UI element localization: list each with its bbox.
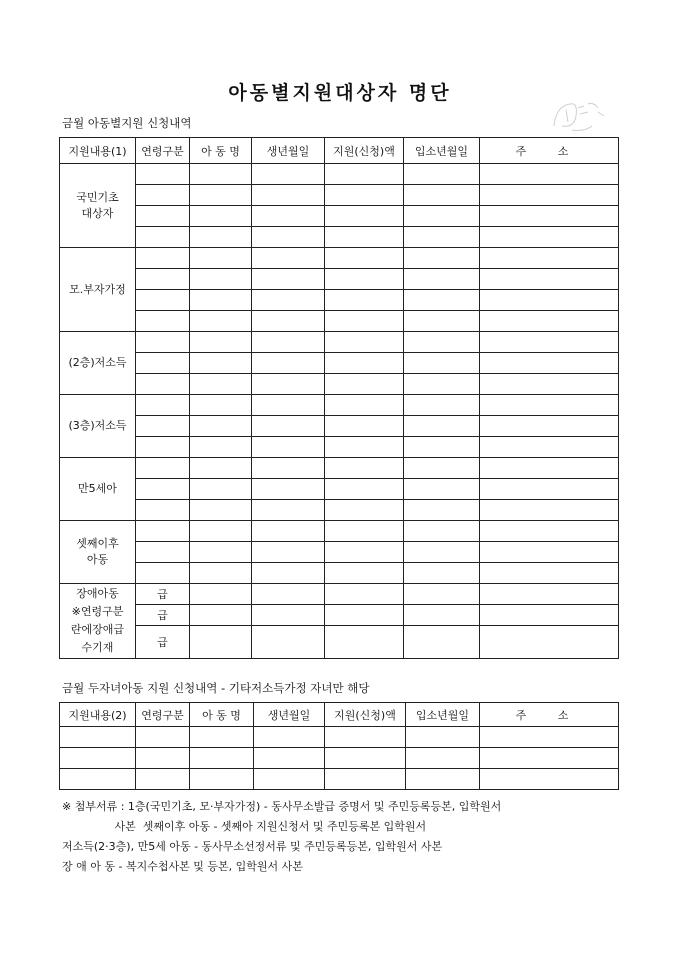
entry-cell[interactable]	[252, 542, 325, 563]
entry-cell[interactable]	[136, 500, 190, 521]
entry-cell[interactable]	[480, 248, 619, 269]
entry-cell[interactable]	[136, 353, 190, 374]
entry-cell[interactable]	[325, 311, 404, 332]
entry-cell[interactable]	[480, 500, 619, 521]
table-row	[60, 206, 619, 227]
entry-cell[interactable]	[480, 584, 619, 605]
note-line: 사본 셋째이후 아동 - 셋째아 지원신청서 및 주민등록본 입학원서	[62, 820, 427, 833]
entry-cell[interactable]	[252, 479, 325, 500]
header-support-content: 지원내용(2)	[60, 703, 136, 727]
section2-label: 금월 두자녀아동 지원 신청내역 - 기타저소득가정 자녀만 해당	[62, 681, 370, 695]
entry-cell[interactable]	[325, 374, 404, 395]
entry-cell[interactable]	[252, 437, 325, 458]
entry-cell[interactable]	[252, 311, 325, 332]
entry-cell[interactable]	[136, 458, 190, 479]
table-header-row	[60, 138, 619, 164]
entry-cell[interactable]	[136, 164, 190, 185]
entry-cell[interactable]	[480, 521, 619, 542]
entry-cell[interactable]	[404, 290, 480, 311]
entry-cell[interactable]	[325, 437, 404, 458]
entry-cell[interactable]	[325, 727, 406, 748]
entry-cell[interactable]	[252, 248, 325, 269]
header-child-name: 아 동 명	[190, 703, 254, 727]
entry-cell[interactable]	[480, 437, 619, 458]
entry-cell[interactable]	[254, 748, 325, 769]
entry-cell[interactable]	[406, 769, 480, 790]
entry-cell[interactable]	[190, 206, 252, 227]
entry-cell[interactable]	[325, 500, 404, 521]
header-age-group: 연령구분	[136, 703, 190, 727]
entry-cell[interactable]	[325, 521, 404, 542]
entry-cell[interactable]	[190, 164, 252, 185]
entry-cell[interactable]	[325, 332, 404, 353]
entry-cell[interactable]	[404, 500, 480, 521]
entry-cell[interactable]	[406, 727, 480, 748]
entry-cell[interactable]	[252, 164, 325, 185]
entry-cell[interactable]	[190, 416, 252, 437]
table-row	[60, 769, 619, 790]
entry-cell[interactable]	[190, 479, 252, 500]
grade-cell[interactable]: 급	[136, 626, 190, 659]
entry-cell[interactable]	[190, 374, 252, 395]
header-child-name: 아 동 명	[190, 138, 252, 164]
entry-cell[interactable]	[136, 395, 190, 416]
table-row	[60, 626, 619, 659]
entry-cell[interactable]	[252, 584, 325, 605]
entry-cell[interactable]	[404, 248, 480, 269]
entry-cell[interactable]	[252, 458, 325, 479]
entry-cell[interactable]	[480, 332, 619, 353]
entry-cell[interactable]	[60, 727, 136, 748]
entry-cell[interactable]	[252, 626, 325, 659]
entry-cell[interactable]	[252, 332, 325, 353]
entry-cell[interactable]	[252, 353, 325, 374]
entry-cell[interactable]	[252, 521, 325, 542]
entry-cell[interactable]	[252, 416, 325, 437]
header-amount: 지원(신청)액	[325, 703, 406, 727]
entry-cell[interactable]	[480, 353, 619, 374]
entry-cell[interactable]	[252, 269, 325, 290]
entry-cell[interactable]	[480, 479, 619, 500]
entry-cell[interactable]	[60, 769, 136, 790]
entry-cell[interactable]	[325, 605, 404, 626]
faint-stamp	[548, 96, 610, 136]
entry-cell[interactable]	[190, 769, 254, 790]
entry-cell[interactable]	[325, 353, 404, 374]
entry-cell[interactable]	[480, 542, 619, 563]
header-admission-date: 입소년월일	[404, 138, 480, 164]
table-row	[60, 248, 619, 269]
table-row	[60, 542, 619, 563]
entry-cell[interactable]	[480, 626, 619, 659]
entry-cell[interactable]	[325, 269, 404, 290]
entry-cell[interactable]	[325, 458, 404, 479]
table-row	[60, 416, 619, 437]
support-table-2	[59, 702, 619, 790]
table-row	[60, 727, 619, 748]
table-row	[60, 353, 619, 374]
entry-cell[interactable]	[480, 374, 619, 395]
entry-cell[interactable]	[190, 311, 252, 332]
entry-cell[interactable]	[404, 521, 480, 542]
entry-cell[interactable]	[404, 332, 480, 353]
entry-cell[interactable]	[404, 395, 480, 416]
grade-cell[interactable]: 급	[136, 584, 190, 605]
header-birthdate: 생년월일	[254, 703, 325, 727]
entry-cell[interactable]	[190, 353, 252, 374]
table-row	[60, 269, 619, 290]
entry-cell[interactable]	[325, 479, 404, 500]
header-address: 주 소	[480, 138, 619, 164]
entry-cell[interactable]	[254, 769, 325, 790]
attachment-notes	[62, 797, 501, 877]
entry-cell[interactable]	[190, 185, 252, 206]
entry-cell[interactable]	[480, 311, 619, 332]
entry-cell[interactable]	[480, 605, 619, 626]
table-row	[60, 227, 619, 248]
note-line: 저소득(2·3층), 만5세 아동 - 동사무소선정서류 및 주민등록등본, 입학원서 사본	[62, 840, 443, 853]
entry-cell[interactable]	[404, 164, 480, 185]
table-header-row	[60, 703, 619, 727]
entry-cell[interactable]	[190, 437, 252, 458]
entry-cell[interactable]	[252, 185, 325, 206]
entry-cell[interactable]	[190, 458, 252, 479]
entry-cell[interactable]	[480, 185, 619, 206]
entry-cell[interactable]	[190, 563, 252, 584]
table-row	[60, 332, 619, 353]
entry-cell[interactable]	[252, 605, 325, 626]
table-row	[60, 290, 619, 311]
entry-cell[interactable]	[136, 248, 190, 269]
entry-cell[interactable]	[190, 290, 252, 311]
entry-cell[interactable]	[404, 353, 480, 374]
entry-cell[interactable]	[190, 542, 252, 563]
entry-cell[interactable]	[325, 542, 404, 563]
entry-cell[interactable]	[480, 227, 619, 248]
table-row	[60, 479, 619, 500]
category-cell: 모.부자가정	[60, 248, 136, 332]
entry-cell[interactable]	[404, 374, 480, 395]
entry-cell[interactable]	[190, 395, 252, 416]
category-cell: (2층)저소득	[60, 332, 136, 395]
entry-cell[interactable]	[325, 227, 404, 248]
category-cell: 국민기초 대상자	[60, 164, 136, 248]
entry-cell[interactable]	[136, 437, 190, 458]
entry-cell[interactable]	[404, 542, 480, 563]
support-table-1	[59, 137, 619, 659]
entry-cell[interactable]	[136, 227, 190, 248]
entry-cell[interactable]	[325, 248, 404, 269]
entry-cell[interactable]	[136, 521, 190, 542]
header-admission-date: 입소년월일	[406, 703, 480, 727]
entry-cell[interactable]	[325, 395, 404, 416]
entry-cell[interactable]	[190, 269, 252, 290]
entry-cell[interactable]	[325, 206, 404, 227]
entry-cell[interactable]	[480, 458, 619, 479]
note-line: ※ 첨부서류 : 1층(국민기초, 모·부자가정) - 동사무소발급 증명서 및 주민등록등본, 입학원서	[62, 800, 502, 813]
entry-cell[interactable]	[480, 164, 619, 185]
entry-cell[interactable]	[136, 185, 190, 206]
entry-cell[interactable]	[404, 311, 480, 332]
entry-cell[interactable]	[60, 748, 136, 769]
entry-cell[interactable]	[480, 563, 619, 584]
entry-cell[interactable]	[404, 416, 480, 437]
table-row	[60, 584, 619, 605]
entry-cell[interactable]	[190, 584, 252, 605]
entry-cell[interactable]	[252, 563, 325, 584]
note-line: 장 애 아 동 - 복지수첩사본 및 등본, 입학원서 사본	[62, 860, 303, 873]
entry-cell[interactable]	[190, 248, 252, 269]
entry-cell[interactable]	[325, 185, 404, 206]
entry-cell[interactable]	[480, 748, 619, 769]
entry-cell[interactable]	[480, 727, 619, 748]
entry-cell[interactable]	[325, 416, 404, 437]
entry-cell[interactable]	[480, 416, 619, 437]
entry-cell[interactable]	[404, 563, 480, 584]
entry-cell[interactable]	[480, 769, 619, 790]
entry-cell[interactable]	[190, 605, 252, 626]
entry-cell[interactable]	[136, 542, 190, 563]
entry-cell[interactable]	[190, 748, 254, 769]
table-row	[60, 563, 619, 584]
entry-cell[interactable]	[404, 227, 480, 248]
table-row	[60, 458, 619, 479]
entry-cell[interactable]	[190, 727, 254, 748]
grade-cell[interactable]: 급	[136, 605, 190, 626]
table-row	[60, 521, 619, 542]
table-row	[60, 500, 619, 521]
entry-cell[interactable]	[404, 479, 480, 500]
entry-cell[interactable]	[404, 626, 480, 659]
entry-cell[interactable]	[480, 206, 619, 227]
entry-cell[interactable]	[404, 458, 480, 479]
entry-cell[interactable]	[190, 332, 252, 353]
header-age-group: 연령구분	[136, 138, 190, 164]
entry-cell[interactable]	[480, 395, 619, 416]
entry-cell[interactable]	[136, 479, 190, 500]
table-row	[60, 748, 619, 769]
entry-cell[interactable]	[480, 290, 619, 311]
header-birthdate: 생년월일	[252, 138, 325, 164]
table-row	[60, 395, 619, 416]
entry-cell[interactable]	[252, 206, 325, 227]
entry-cell[interactable]	[325, 748, 406, 769]
entry-cell[interactable]	[136, 206, 190, 227]
entry-cell[interactable]	[136, 269, 190, 290]
entry-cell[interactable]	[136, 311, 190, 332]
table-row	[60, 374, 619, 395]
entry-cell[interactable]	[190, 500, 252, 521]
category-cell: (3층)저소득	[60, 395, 136, 458]
entry-cell[interactable]	[252, 227, 325, 248]
category-cell: 만5세아	[60, 458, 136, 521]
entry-cell[interactable]	[190, 626, 252, 659]
table-row	[60, 437, 619, 458]
header-address: 주 소	[480, 703, 619, 727]
entry-cell[interactable]	[190, 227, 252, 248]
entry-cell[interactable]	[136, 727, 190, 748]
category-cell: 장애아동 ※연령구분 란에장애급 수기재	[60, 584, 136, 659]
table-row	[60, 185, 619, 206]
entry-cell[interactable]	[325, 769, 406, 790]
entry-cell[interactable]	[252, 374, 325, 395]
table-row	[60, 311, 619, 332]
entry-cell[interactable]	[190, 521, 252, 542]
entry-cell[interactable]	[136, 563, 190, 584]
entry-cell[interactable]	[325, 626, 404, 659]
entry-cell[interactable]	[404, 185, 480, 206]
table-row	[60, 605, 619, 626]
entry-cell[interactable]	[406, 748, 480, 769]
entry-cell[interactable]	[404, 584, 480, 605]
section1-label: 금월 아동별지원 신청내역	[62, 116, 192, 130]
category-cell: 셋째이후 아동	[60, 521, 136, 584]
table-row	[60, 164, 619, 185]
entry-cell[interactable]	[325, 563, 404, 584]
entry-cell[interactable]	[404, 437, 480, 458]
entry-cell[interactable]	[136, 290, 190, 311]
entry-cell[interactable]	[325, 290, 404, 311]
entry-cell[interactable]	[252, 290, 325, 311]
entry-cell[interactable]	[404, 269, 480, 290]
entry-cell[interactable]	[136, 769, 190, 790]
entry-cell[interactable]	[252, 500, 325, 521]
entry-cell[interactable]	[480, 269, 619, 290]
header-amount: 지원(신청)액	[325, 138, 404, 164]
entry-cell[interactable]	[325, 164, 404, 185]
entry-cell[interactable]	[136, 416, 190, 437]
entry-cell[interactable]	[404, 605, 480, 626]
page-title: 아동별지원대상자 명단	[228, 82, 452, 104]
entry-cell[interactable]	[404, 206, 480, 227]
entry-cell[interactable]	[136, 748, 190, 769]
entry-cell[interactable]	[136, 374, 190, 395]
entry-cell[interactable]	[252, 395, 325, 416]
entry-cell[interactable]	[325, 584, 404, 605]
entry-cell[interactable]	[136, 332, 190, 353]
header-support-content: 지원내용(1)	[60, 138, 136, 164]
entry-cell[interactable]	[254, 727, 325, 748]
